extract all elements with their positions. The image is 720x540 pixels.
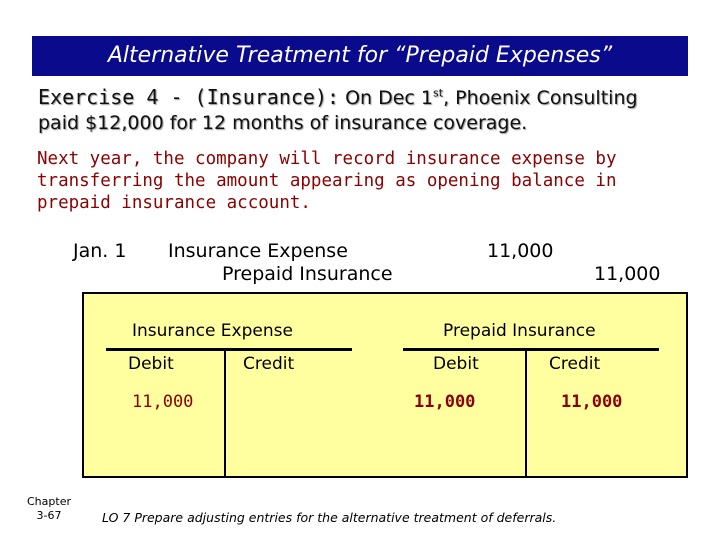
t-account-debit-label: Debit (433, 354, 479, 374)
journal-debit-account: Insurance Expense (168, 240, 348, 262)
t-account-horizontal-rule (403, 348, 659, 351)
journal-credit-amount: 11,000 (594, 263, 661, 285)
journal-date: Jan. 1 (73, 240, 127, 262)
t-account-debit-amount: 11,000 (414, 392, 476, 412)
t-account-credit-amount: 11,000 (561, 392, 623, 412)
next-year-paragraph: Next year, the company will record insurance expense by transferring the amount appearing as opening balance in prepaid insurance account. (37, 149, 617, 213)
t-account-title-insurance-expense: Insurance Expense (132, 321, 293, 341)
exercise-line-2: paid $12,000 for 12 months of insurance coverage. (38, 112, 528, 134)
exercise-heading (38, 85, 718, 109)
t-account-vertical-rule (525, 351, 527, 476)
t-account-horizontal-rule (106, 348, 352, 351)
t-account-credit-label: Credit (549, 354, 601, 374)
journal-credit-account: Prepaid Insurance (222, 263, 393, 285)
t-account-credit-label: Credit (243, 354, 295, 374)
chapter-page: 3-67 (36, 509, 62, 522)
exercise-text-a: On Dec 1 (339, 87, 434, 109)
t-account-title-prepaid-insurance: Prepaid Insurance (443, 321, 596, 341)
t-account-debit-amount: 11,000 (132, 392, 194, 412)
t-account-vertical-rule (224, 351, 226, 476)
slide-title: Alternative Treatment for “Prepaid Expenses” (32, 36, 688, 76)
chapter-word: Chapter (27, 495, 71, 508)
journal-debit-amount: 11,000 (487, 240, 554, 262)
exercise-label: Exercise 4 - (Insurance): (38, 85, 340, 109)
exercise-text-b: , Phoenix Consulting (443, 87, 638, 109)
exercise-text-sup: st (433, 86, 444, 100)
t-account-debit-label: Debit (128, 354, 174, 374)
t-accounts-panel (82, 292, 688, 478)
learning-objective: LO 7 Prepare adjusting entries for the alternative treatment of deferrals. (102, 510, 557, 525)
chapter-label (26, 495, 72, 523)
